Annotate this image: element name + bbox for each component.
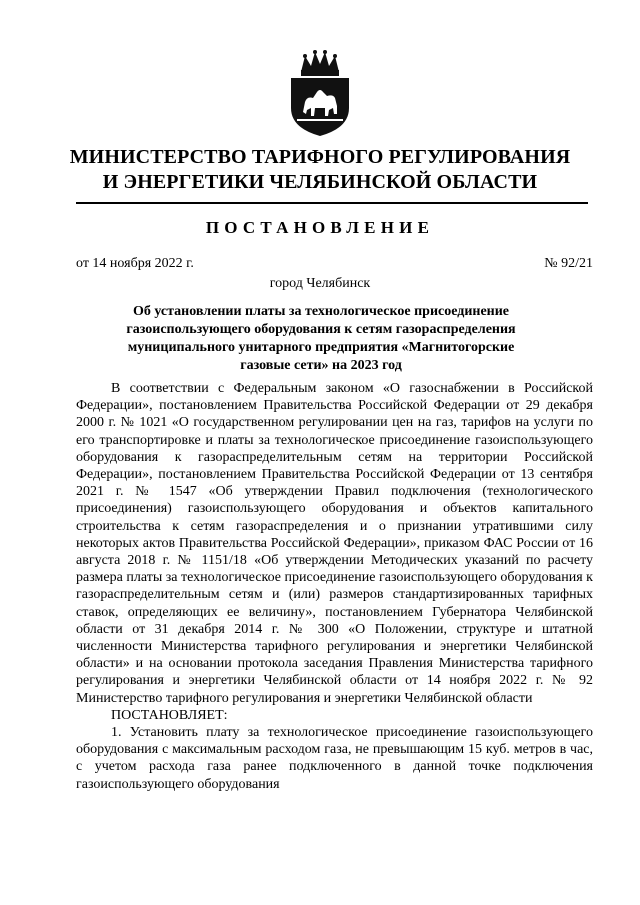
title-line: муниципального унитарного предприятия «Магнитогорские [127,340,515,355]
document-type-heading: ПОСТАНОВЛЕНИЕ [205,218,435,237]
document-number: № 92/21 [544,256,593,271]
coat-of-arms-icon [287,50,353,136]
title-line: газовые сети» на 2023 год [240,358,402,373]
ministry-name-line1: МИНИСТЕРСТВО ТАРИФНОГО РЕГУЛИРОВАНИЯ [69,146,571,168]
clause-1-paragraph: 1. Установить плату за технологическое присоединение газоиспользующего оборудования с максимальным расходом газа, не превышающим 15 куб. метров в час, с учетом расхода газа ранее подключенного в данной точке подключения газоиспользующего оборудования [76,725,593,792]
resolves-word: ПОСТАНОВЛЯЕТ: [111,707,228,723]
document-title [118,303,524,375]
document-city: город Челябинск [269,276,371,291]
preamble-paragraph: В соответствии с Федеральным законом «О газоснабжении в Российской Федерации», постановлением Правительства Российской Федерации от 29 декабря 2000 г. № 1021 «О государственном регулировании цен на газ, тарифов на услуги по его транспортировке и платы за технологическое присоединение газоиспользующего оборудования к газораспределительным сетям на территории Российской Федерации», постановлением Правительства Российской Федерации от 13 сентября 2021 г. № 1547 «Об утверждении Правил подключения (технологического присоединения) газоиспользующего оборудования и объектов капитального строительства к сетям газораспределения и о признании утратившими силу некоторых актов Правительства Российской Федерации», приказом ФАС России от 16 августа 2018 г. № 1151/18 «Об утверждении Методических указаний по расчету размера платы за технологическое присоединение газоиспользующего оборудования к газораспределительным сетям и (или) размеров стандартизированных тарифных ставок, определяющих ее величину», постановлением Губернатора Челябинской области от 31 декабря 2014 г. № 300 «О Положении, структуре и штатной численности Министерства тарифного регулирования и энергетики Челябинской области» и на основании протокола заседания Правления Министерства тарифного регулирования и энергетики Челябинской области от 14 ноября 2022 г. № 92 Министерство тарифного регулирования и энергетики Челябинской области [76,381,593,706]
title-line: газоиспользующего оборудования к сетям газораспределения [126,322,516,337]
title-line: Об установлении платы за технологическое присоединение [132,304,510,319]
document-body [76,380,593,793]
header-divider [76,202,588,204]
document-date: от 14 ноября 2022 г. [76,256,194,271]
ministry-name-line2: И ЭНЕРГЕТИКИ ЧЕЛЯБИНСКОЙ ОБЛАСТИ [102,171,538,193]
